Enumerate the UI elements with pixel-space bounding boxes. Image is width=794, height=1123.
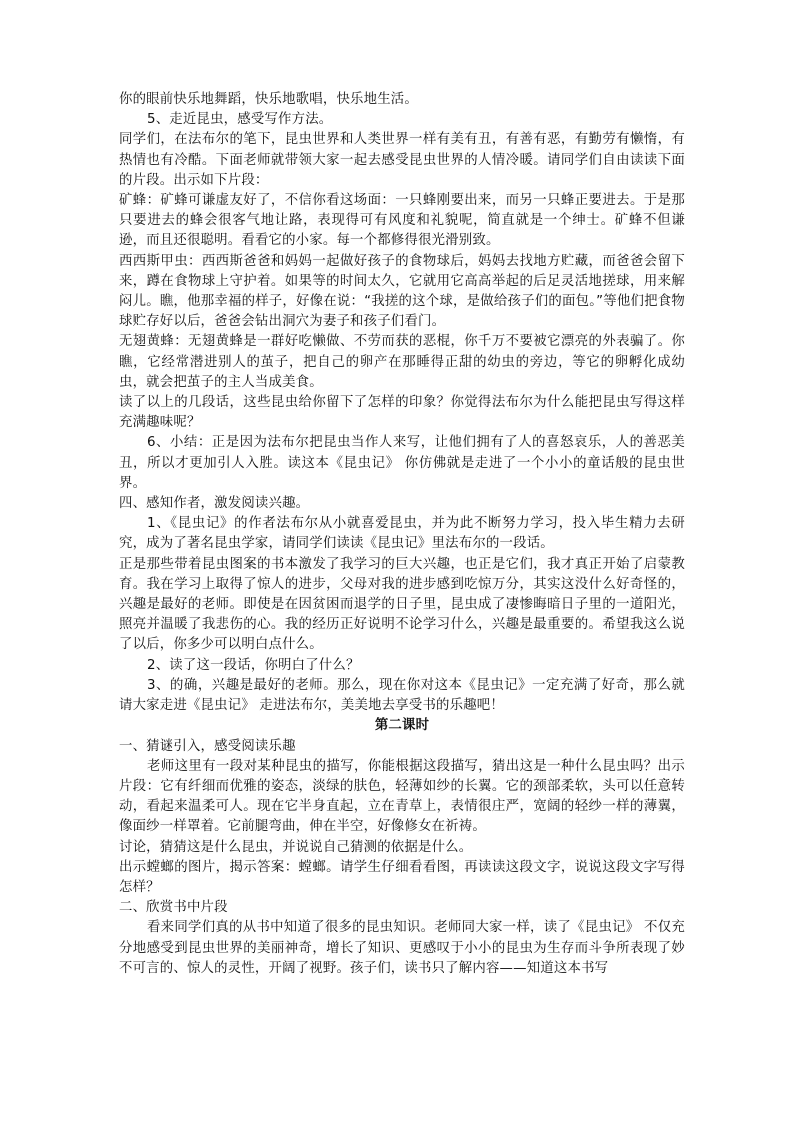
paragraph-10: 1、《昆虫记》的作者法布尔从小就喜爱昆虫，并为此不断努力学习，投入毕生精力去研究，成为了著名昆虫学家，请同学们读读《昆虫记》里法布尔的一段话。 [119, 516, 685, 552]
section-heading-2: 二、欣赏书中片段 [119, 900, 228, 916]
section-heading-4: 四、感知作者，激发阅读兴趣。 [119, 496, 310, 512]
section-heading-1: 一、猜谜引入，感受阅读乐趣 [119, 738, 296, 754]
paragraph-11: 正是那些带着昆虫图案的书本激发了我学习的巨大兴趣，也正是它们，我才真正开始了启蒙教育。我在学习上取得了惊人的进步，父母对我的进步感到吃惊万分，其实这没什么好奇怪的，兴趣是最好的老师。即使是在因贫困而退学的日子里，昆虫成了凄惨晦暗日子里的一道阳光，照亮并温暖了我悲伤的心。我的经历正好说明不论学习什么，兴趣是最重要的。希望我这么说了以后，你多少可以明白点什么。 [119, 556, 685, 653]
paragraph-8: 6、小结：正是因为法布尔把昆虫当作人来写，让他们拥有了人的喜怒哀乐，人的善恶美丑，所以才更加引人入胜。读这本《昆虫记》 你仿佛就是走进了一个小小的童话般的昆虫世界。 [119, 435, 685, 491]
paragraph-17: 讨论，猜猜这是什么昆虫，并说说自己猜测的依据是什么。 [119, 839, 473, 855]
paragraph-5: 西西斯甲虫：西西斯爸爸和妈妈一起做好孩子的食物球后，妈妈去找地方贮藏，而爸爸会留下来，蹲在食物球上守护着。如果等的时间太久，它就用它高高举起的后足灵活地搓球，用来解闷儿。瞧，他那幸福的样子，好像在说：“我搓的这个球，是做给孩子们的面包。”等他们把食物球贮存好以后，爸爸会钻出洞穴为妻子和孩子们看门。 [119, 253, 685, 330]
paragraph-7: 读了以上的几段话，这些昆虫给你留下了怎样的印象？你觉得法布尔为什么能把昆虫写得这样充满趣味呢？ [119, 395, 685, 431]
document-body [119, 90, 685, 979]
paragraph-13: 3、的确，兴趣是最好的老师。那么，现在你对这本《昆虫记》一定充满了好奇，那么就请大家走进《昆虫记》 走进法布尔，美美地去享受书的乐趣吧！ [119, 677, 685, 714]
paragraph-2: 5、走近昆虫，感受写作方法。 [147, 112, 333, 128]
paragraph-16: 老师这里有一段对某种昆虫的描写，你能根据这段描写，猜出这是一种什么昆虫吗？出示片段：它有纤细而优雅的姿态，淡绿的肤色，轻薄如纱的长翼。它的颈部柔软，头可以任意转动，看起来温柔可人。现在它半身直起，立在青草上，表情很庄严，宽阔的轻纱一样的薄翼，像面纱一样罩着。它前腿弯曲，伸在半空，好像修女在祈祷。 [119, 758, 685, 835]
paragraph-6: 无翅黄蜂：无翅黄蜂是一群好吃懒做、不劳而获的恶棍，你千万不要被它漂亮的外表骗了。你瞧，它经常潜进别人的茧子，把自己的卵产在那睡得正甜的幼虫的旁边，等它的卵孵化成幼虫，就会把茧子的主人当成美食。 [119, 334, 685, 390]
paragraph-20: 看来同学们真的从书中知道了很多的昆虫知识。老师同大家一样，读了《昆虫记》 不仅充分地感受到昆虫世界的美丽神奇，增长了知识、更感叹于小小的昆虫为生存而斗争所表现了妙不可言的、惊人的灵性，开阔了视野。孩子们，读书只了解内容——知道这本书写 [119, 920, 685, 976]
paragraph-1: 你的眼前快乐地舞蹈，快乐地歌唱，快乐地生活。 [119, 92, 418, 107]
paragraph-18: 出示螳螂的图片，揭示答案：螳螂。请学生仔细看看图，再读读这段文字，说说这段文字写得怎样？ [119, 859, 685, 895]
lesson-title: 第二课时 [374, 718, 430, 734]
paragraph-4: 矿蜂：矿蜂可谦虚友好了，不信你看这场面：一只蜂刚要出来，而另一只蜂正要进去。于是那只要进去的蜂会很客气地让路，表现得可有风度和礼貌呢，简直就是一个绅士。矿蜂不但谦逊，而且还很聪明。看看它的小家。每一个都修得很光滑别致。 [119, 193, 685, 249]
paragraph-3: 同学们，在法布尔的笔下，昆虫世界和人类世界一样有美有丑，有善有恶，有勤劳有懒惰，有热情也有冷酷。下面老师就带领大家一起去感受昆虫世界的人情冷暖。请同学们自由读读下面的片段。出示如下片段： [119, 132, 685, 188]
paragraph-12: 2、读了这一段话，你明白了什么？ [147, 657, 360, 673]
